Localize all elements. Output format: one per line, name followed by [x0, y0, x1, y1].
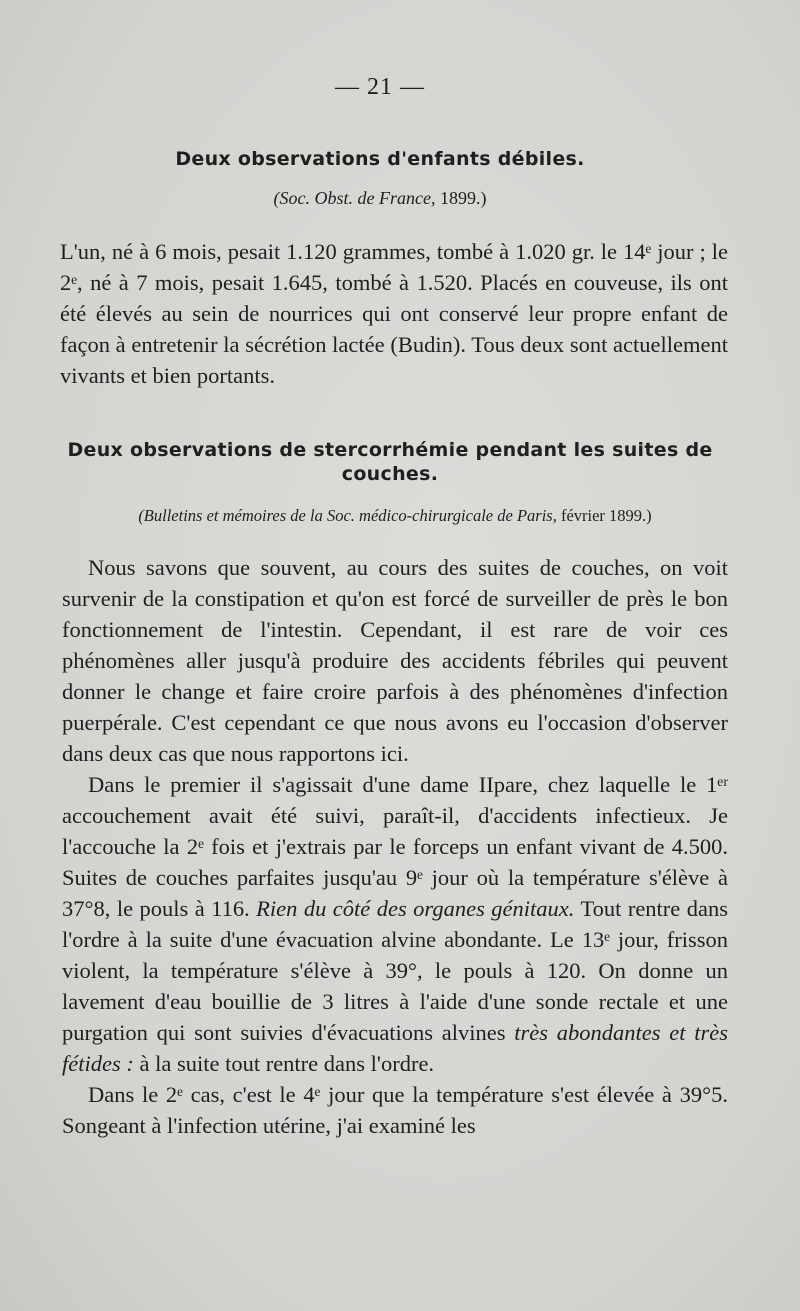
page-number: — 21 —	[335, 74, 425, 100]
citation-date: février 1899.)	[560, 506, 652, 525]
paragraph-second-cas: Dans le 2ᵉ cas, c'est le 4ᵉ jour que la température s'est élevée à 39°5. Songeant à l'infection utérine, j'ai examiné les	[62, 1082, 728, 1138]
premier-cas-text-3: à la suite tout rentre dans l'ordre.	[139, 1051, 435, 1076]
paragraph-premier-cas	[62, 769, 728, 1079]
citation-soc-obst	[0, 188, 760, 209]
citation-bulletins	[62, 506, 728, 526]
citation-source: (Soc. Obst. de France,	[273, 188, 436, 208]
section-title-stercorrhemie: Deux observations de stercorrhémie pendant les suites de couches.	[67, 439, 713, 485]
section-body-stercorrhemie	[62, 552, 728, 1141]
citation-year: 1899.)	[439, 188, 487, 208]
premier-cas-text-1: Dans le premier il s'agissait d'une dame IIpare, chez laquelle le 1ᵉʳ accouchement avait été suivi, paraît-il, d'accidents infectieux. Je l'accouche la 2ᵉ fois et j'extrais par le forceps un enfant vivant de 4.500. Suites de couches parfaites jusqu'au 9ᵉ jour où la température s'élève à 37°8, le pouls à 116.	[62, 772, 728, 921]
premier-cas-text-2: Tout rentre dans l'ordre à la suite d'une évacuation alvine abondante. Le 13ᵉ jour, frisson violent, la température s'élève à 39°, le pouls à 120. On donne un lavement d'eau bouillie de 3 litres à l'aide d'une sonde rectale et une purgation qui sont suivies d'évacuations alvines	[62, 896, 728, 1045]
section-title-enfants-debiles: Deux observations d'enfants débiles.	[175, 148, 585, 170]
premier-cas-italic-2: très abondantes et très fétides :	[62, 1020, 729, 1076]
citation-source: (Bulletins et mémoires de la Soc. médico-chirurgicale de Paris,	[138, 506, 557, 525]
paragraph-intro: Nous savons que souvent, au cours des suites de couches, on voit survenir de la constipation et qu'on est forcé de surveiller de près le bon fonctionnement de l'intestin. Cependant, il est rare de voir ces phénomènes aller jusqu'à produire des accidents fébriles qui peuvent donner le change et faire croire parfois à des phénomènes d'infection puerpérale. C'est cependant ce que nous avons eu l'occasion d'observer dans deux cas que nous rapportons ici.	[62, 555, 728, 766]
paragraph-enfants-debiles: L'un, né à 6 mois, pesait 1.120 grammes, tombé à 1.020 gr. le 14ᵉ jour ; le 2ᵉ, né à 7 mois, pesait 1.645, tombé à 1.520. Placés en couveuse, ils ont été élevés au sein de nourrices qui ont conservé leur propre enfant de façon à entretenir la sécrétion lactée (Budin). Tous deux sont actuellement vivants et bien portants.	[60, 239, 728, 388]
premier-cas-italic-1: Rien du côté des organes génitaux.	[256, 896, 575, 921]
